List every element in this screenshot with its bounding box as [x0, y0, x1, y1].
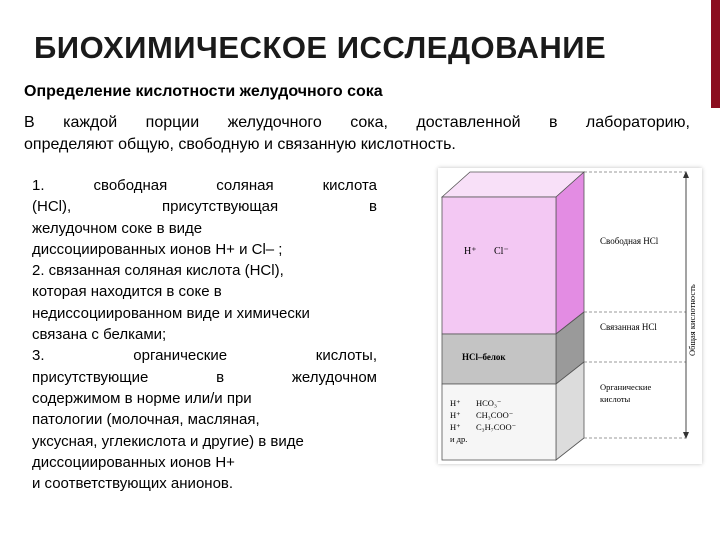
list-line — [32, 473, 377, 494]
organic-ion-etc: и др. — [450, 434, 468, 444]
label-free-hcl: Свободная HCl — [600, 236, 659, 246]
list-line — [32, 303, 377, 324]
list-word: содержимом в норме или/и при — [32, 389, 252, 407]
list-line — [32, 196, 377, 217]
list-word: желудочном — [291, 368, 377, 386]
list-line — [32, 218, 377, 239]
organic-ion-anion-2: CH₃COO⁻ — [476, 410, 514, 420]
label-bound-hcl: Связанная HCl — [600, 322, 657, 332]
label-total-acidity: Общая кислотность — [687, 284, 697, 356]
list-line — [32, 324, 377, 345]
list-word: диссоциированных ионов H+ — [32, 453, 235, 471]
free-ion-cl: Cl⁻ — [494, 246, 509, 257]
acidity-diagram-frame — [438, 168, 702, 464]
slide-title: БИОХИМИЧЕСКОЕ ИССЛЕДОВАНИЕ — [34, 30, 607, 65]
list-line — [32, 409, 377, 430]
acid-types-list — [32, 175, 377, 494]
intro-line: В каждой порции желудочного сока, доставленной в лабораторию, — [24, 114, 690, 131]
accent-bar — [711, 0, 720, 108]
list-line — [32, 239, 377, 260]
intro-paragraph — [24, 112, 690, 156]
list-word: желудочном соке в виде — [32, 219, 203, 237]
list-line — [32, 367, 377, 388]
list-word: 3. — [32, 347, 45, 365]
organic-ion-anion-1: HCO₃⁻ — [476, 398, 502, 408]
free-hcl-side — [556, 172, 584, 334]
list-word: 1. — [32, 177, 45, 194]
label-organic-1: Органические — [600, 382, 652, 392]
free-hcl-front — [442, 197, 556, 334]
list-word: присутствующие — [32, 368, 149, 386]
list-line — [32, 281, 377, 302]
list-word: и соответствующих анионов. — [32, 475, 234, 493]
free-ion-h: H⁺ — [464, 246, 477, 257]
list-word: связана с белками; — [32, 326, 167, 344]
list-line — [32, 431, 377, 452]
list-line — [32, 452, 377, 473]
list-word: диссоциированных ионов H+ и Cl– ; — [32, 240, 283, 258]
slide-subtitle: Определение кислотности желудочного сока — [24, 83, 383, 100]
list-word: в — [216, 368, 225, 386]
label-organic-2: кислоты — [600, 394, 631, 404]
list-word: патологии (молочная, масляная, — [32, 411, 260, 429]
list-line — [32, 388, 377, 409]
list-word: присутствующая — [162, 198, 279, 216]
bound-block-label: HCl–белок — [462, 352, 506, 362]
list-word: кислоты, — [315, 347, 377, 365]
list-word: недиссоциированном виде и химически — [32, 304, 310, 322]
arrow-head-down-icon — [683, 432, 689, 439]
organic-ion-h-2: H⁺ — [450, 410, 461, 420]
organic-ion-anion-3: C₃H₇COO⁻ — [476, 422, 517, 432]
list-word: свободная — [93, 177, 168, 194]
list-word: органические — [133, 347, 228, 365]
organic-ion-h-3: H⁺ — [450, 422, 461, 432]
acidity-diagram — [438, 168, 702, 464]
list-word: которая находится в соке в — [32, 283, 222, 301]
list-word: в — [369, 198, 377, 216]
intro-line: определяют общую, свободную и связанную кислотность. — [24, 136, 456, 153]
arrow-head-up-icon — [683, 171, 689, 178]
list-word: кислота — [322, 177, 377, 194]
organic-ion-h-1: H⁺ — [450, 398, 461, 408]
list-word: (HCl), — [32, 198, 72, 216]
list-line — [32, 175, 377, 196]
list-line — [32, 345, 377, 366]
list-line — [32, 260, 377, 281]
list-word: соляная — [216, 177, 274, 194]
list-word: уксусная, углекислота и другие) в виде — [32, 432, 304, 450]
list-word: 2. связанная соляная кислота (HCl), — [32, 262, 284, 280]
